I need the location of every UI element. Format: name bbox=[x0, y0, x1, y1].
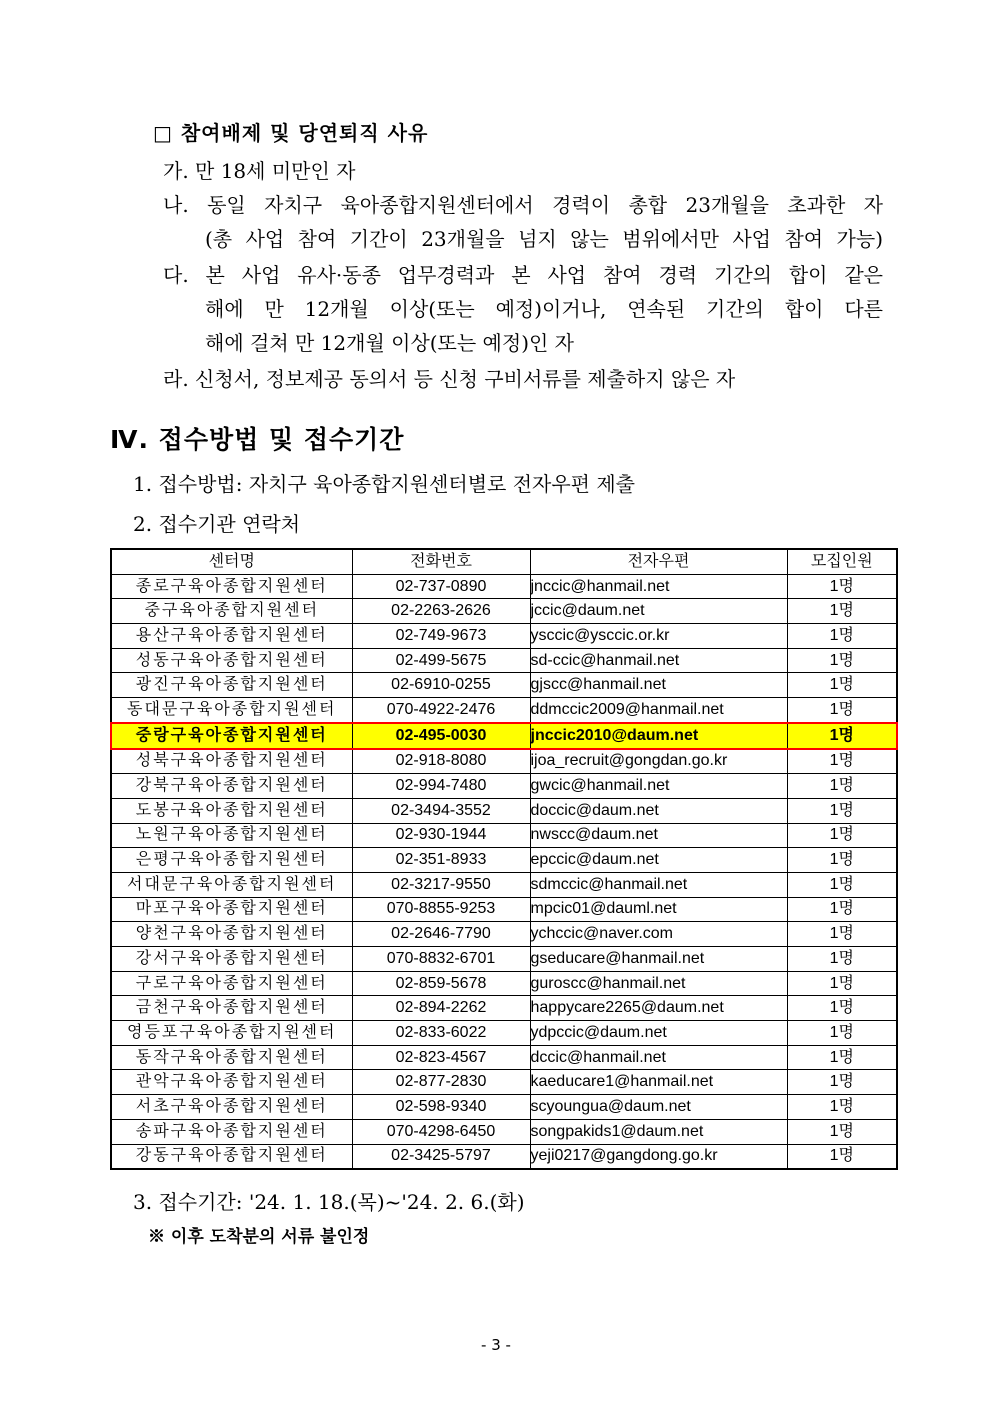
exclusion-item-da: 다. 본 사업 유사·동종 업무경력과 본 사업 참여 경력 기간의 합이 같은 bbox=[163, 263, 883, 287]
cell-phone: 02-2646-7790 bbox=[352, 922, 530, 947]
cell-phone: 02-737-0890 bbox=[352, 574, 530, 599]
cell-count: 1명 bbox=[787, 648, 897, 673]
cell-center-name: 구로구육아종합지원센터 bbox=[111, 971, 352, 996]
table-row bbox=[111, 823, 897, 848]
exclusion-item-da-cont1: 해에 만 12개월 이상(또는 예정)이거나, 연속된 기간의 합이 다른 bbox=[205, 297, 883, 321]
cell-email: ysccic@ysccic.or.kr bbox=[530, 624, 787, 649]
page-number: - 3 - bbox=[481, 1336, 511, 1354]
cell-count: 1명 bbox=[787, 1070, 897, 1095]
table-row bbox=[111, 1119, 897, 1144]
cell-email: dccic@hanmail.net bbox=[530, 1045, 787, 1070]
cell-phone: 02-2263-2626 bbox=[352, 599, 530, 624]
cell-center-name: 중랑구육아종합지원센터 bbox=[111, 723, 352, 749]
table-row bbox=[111, 574, 897, 599]
table-row bbox=[111, 673, 897, 698]
cell-phone: 02-918-8080 bbox=[352, 749, 530, 774]
cell-count: 1명 bbox=[787, 922, 897, 947]
cell-email: sdmccic@hanmail.net bbox=[530, 872, 787, 897]
cell-count: 1명 bbox=[787, 574, 897, 599]
exclusion-item-ra: 라. 신청서, 정보제공 동의서 등 신청 구비서류를 제출하지 않은 자 bbox=[163, 367, 736, 391]
table-row bbox=[111, 872, 897, 897]
cell-phone: 02-3494-3552 bbox=[352, 798, 530, 823]
table-row bbox=[111, 1045, 897, 1070]
cell-count: 1명 bbox=[787, 872, 897, 897]
cell-center-name: 마포구육아종합지원센터 bbox=[111, 897, 352, 922]
cell-count: 1명 bbox=[787, 823, 897, 848]
cell-count: 1명 bbox=[787, 1021, 897, 1046]
cell-email: yeji0217@gangdong.go.kr bbox=[530, 1144, 787, 1169]
exclusion-item-na: 나. 동일 자치구 육아종합지원센터에서 경력이 총합 23개월을 초과한 자 bbox=[163, 193, 883, 217]
cell-email: ijoa_recruit@gongdan.go.kr bbox=[530, 749, 787, 774]
table-row bbox=[111, 624, 897, 649]
cell-phone: 02-894-2262 bbox=[352, 996, 530, 1021]
cell-center-name: 영등포구육아종합지원센터 bbox=[111, 1021, 352, 1046]
cell-email: scyoungua@daum.net bbox=[530, 1095, 787, 1120]
table-row bbox=[111, 1144, 897, 1169]
cell-count: 1명 bbox=[787, 673, 897, 698]
cell-center-name: 동대문구육아종합지원센터 bbox=[111, 698, 352, 723]
exclusion-item-ga: 가. 만 18세 미만인 자 bbox=[163, 159, 356, 183]
cell-email: kaeducare1@hanmail.net bbox=[530, 1070, 787, 1095]
cell-phone: 070-4922-2476 bbox=[352, 698, 530, 723]
cell-count: 1명 bbox=[787, 1144, 897, 1169]
contacts-table bbox=[110, 548, 898, 1170]
cell-phone: 02-833-6022 bbox=[352, 1021, 530, 1046]
header-center-name: 센터명 bbox=[111, 549, 352, 574]
table-row bbox=[111, 1070, 897, 1095]
cell-email: gjscc@hanmail.net bbox=[530, 673, 787, 698]
cell-email: songpakids1@daum.net bbox=[530, 1119, 787, 1144]
cell-count: 1명 bbox=[787, 749, 897, 774]
cell-phone: 02-877-2830 bbox=[352, 1070, 530, 1095]
cell-count: 1명 bbox=[787, 848, 897, 873]
cell-email: happycare2265@daum.net bbox=[530, 996, 787, 1021]
table-row bbox=[111, 648, 897, 673]
cell-email: ychccic@naver.com bbox=[530, 922, 787, 947]
cell-phone: 02-3217-9550 bbox=[352, 872, 530, 897]
cell-count: 1명 bbox=[787, 723, 897, 749]
cell-email: mpcic01@dauml.net bbox=[530, 897, 787, 922]
cell-email: guroscc@hanmail.net bbox=[530, 971, 787, 996]
cell-phone: 02-930-1944 bbox=[352, 823, 530, 848]
cell-email: gwcic@hanmail.net bbox=[530, 774, 787, 799]
cell-center-name: 강북구육아종합지원센터 bbox=[111, 774, 352, 799]
cell-phone: 02-749-9673 bbox=[352, 624, 530, 649]
cell-center-name: 성북구육아종합지원센터 bbox=[111, 749, 352, 774]
cell-email: sd-ccic@hanmail.net bbox=[530, 648, 787, 673]
cell-center-name: 금천구육아종합지원센터 bbox=[111, 996, 352, 1021]
cell-center-name: 서대문구육아종합지원센터 bbox=[111, 872, 352, 897]
cell-count: 1명 bbox=[787, 971, 897, 996]
cell-phone: 02-598-9340 bbox=[352, 1095, 530, 1120]
cell-center-name: 광진구육아종합지원센터 bbox=[111, 673, 352, 698]
cell-phone: 02-823-4567 bbox=[352, 1045, 530, 1070]
cell-phone: 02-859-5678 bbox=[352, 971, 530, 996]
cell-email: jnccic@hanmail.net bbox=[530, 574, 787, 599]
table-row bbox=[111, 749, 897, 774]
cell-center-name: 양천구육아종합지원센터 bbox=[111, 922, 352, 947]
cell-count: 1명 bbox=[787, 947, 897, 972]
contacts-title: 2. 접수기관 연락처 bbox=[133, 512, 301, 536]
table-row bbox=[111, 723, 897, 749]
cell-phone: 070-8832-6701 bbox=[352, 947, 530, 972]
cell-center-name: 관악구육아종합지원센터 bbox=[111, 1070, 352, 1095]
table-row bbox=[111, 996, 897, 1021]
cell-count: 1명 bbox=[787, 698, 897, 723]
cell-center-name: 용산구육아종합지원센터 bbox=[111, 624, 352, 649]
submission-period: 3. 접수기간: '24. 1. 18.(목)~'24. 2. 6.(화) bbox=[133, 1190, 525, 1214]
cell-count: 1명 bbox=[787, 1095, 897, 1120]
table-row bbox=[111, 922, 897, 947]
cell-center-name: 노원구육아종합지원센터 bbox=[111, 823, 352, 848]
cell-phone: 02-6910-0255 bbox=[352, 673, 530, 698]
late-submission-note: ※ 이후 도착분의 서류 불인정 bbox=[148, 1227, 370, 1247]
table-row bbox=[111, 698, 897, 723]
cell-count: 1명 bbox=[787, 599, 897, 624]
cell-phone: 070-8855-9253 bbox=[352, 897, 530, 922]
cell-count: 1명 bbox=[787, 798, 897, 823]
table-header-row bbox=[111, 549, 897, 574]
cell-phone: 070-4298-6450 bbox=[352, 1119, 530, 1144]
cell-email: jccic@daum.net bbox=[530, 599, 787, 624]
cell-email: gseducare@hanmail.net bbox=[530, 947, 787, 972]
table-row bbox=[111, 1095, 897, 1120]
table-row bbox=[111, 774, 897, 799]
cell-count: 1명 bbox=[787, 897, 897, 922]
header-email: 전자우편 bbox=[530, 549, 787, 574]
cell-center-name: 동작구육아종합지원센터 bbox=[111, 1045, 352, 1070]
cell-center-name: 강동구육아종합지원센터 bbox=[111, 1144, 352, 1169]
cell-center-name: 성동구육아종합지원센터 bbox=[111, 648, 352, 673]
cell-center-name: 송파구육아종합지원센터 bbox=[111, 1119, 352, 1144]
cell-count: 1명 bbox=[787, 1045, 897, 1070]
submission-method: 1. 접수방법: 자치구 육아종합지원센터별로 전자우편 제출 bbox=[133, 472, 635, 496]
section-heading: Ⅳ. 접수방법 및 접수기간 bbox=[110, 425, 405, 454]
cell-email: doccic@daum.net bbox=[530, 798, 787, 823]
cell-email: nwscc@daum.net bbox=[530, 823, 787, 848]
cell-center-name: 종로구육아종합지원센터 bbox=[111, 574, 352, 599]
cell-count: 1명 bbox=[787, 996, 897, 1021]
table-body bbox=[111, 574, 897, 1169]
cell-email: jnccic2010@daum.net bbox=[530, 723, 787, 749]
cell-center-name: 강서구육아종합지원센터 bbox=[111, 947, 352, 972]
table-row bbox=[111, 599, 897, 624]
cell-phone: 02-499-5675 bbox=[352, 648, 530, 673]
table-row bbox=[111, 897, 897, 922]
header-count: 모집인원 bbox=[787, 549, 897, 574]
cell-email: ddmccic2009@hanmail.net bbox=[530, 698, 787, 723]
header-phone: 전화번호 bbox=[352, 549, 530, 574]
cell-email: epccic@daum.net bbox=[530, 848, 787, 873]
cell-center-name: 도봉구육아종합지원센터 bbox=[111, 798, 352, 823]
table-row bbox=[111, 947, 897, 972]
table-row bbox=[111, 848, 897, 873]
cell-phone: 02-994-7480 bbox=[352, 774, 530, 799]
cell-phone: 02-351-8933 bbox=[352, 848, 530, 873]
exclusion-item-da-cont2: 해에 걸쳐 만 12개월 이상(또는 예정)인 자 bbox=[205, 331, 574, 355]
cell-phone: 02-3425-5797 bbox=[352, 1144, 530, 1169]
cell-count: 1명 bbox=[787, 624, 897, 649]
exclusion-section-title: □ 참여배제 및 당연퇴직 사유 bbox=[153, 121, 429, 145]
cell-phone: 02-495-0030 bbox=[352, 723, 530, 749]
table-row bbox=[111, 1021, 897, 1046]
table-row bbox=[111, 971, 897, 996]
cell-count: 1명 bbox=[787, 774, 897, 799]
exclusion-item-na-cont: (총 사업 참여 기간이 23개월을 넘지 않는 범위에서만 사업 참여 가능) bbox=[205, 227, 883, 251]
table-row bbox=[111, 798, 897, 823]
cell-center-name: 중구육아종합지원센터 bbox=[111, 599, 352, 624]
cell-center-name: 은평구육아종합지원센터 bbox=[111, 848, 352, 873]
cell-count: 1명 bbox=[787, 1119, 897, 1144]
cell-center-name: 서초구육아종합지원센터 bbox=[111, 1095, 352, 1120]
cell-email: ydpccic@daum.net bbox=[530, 1021, 787, 1046]
